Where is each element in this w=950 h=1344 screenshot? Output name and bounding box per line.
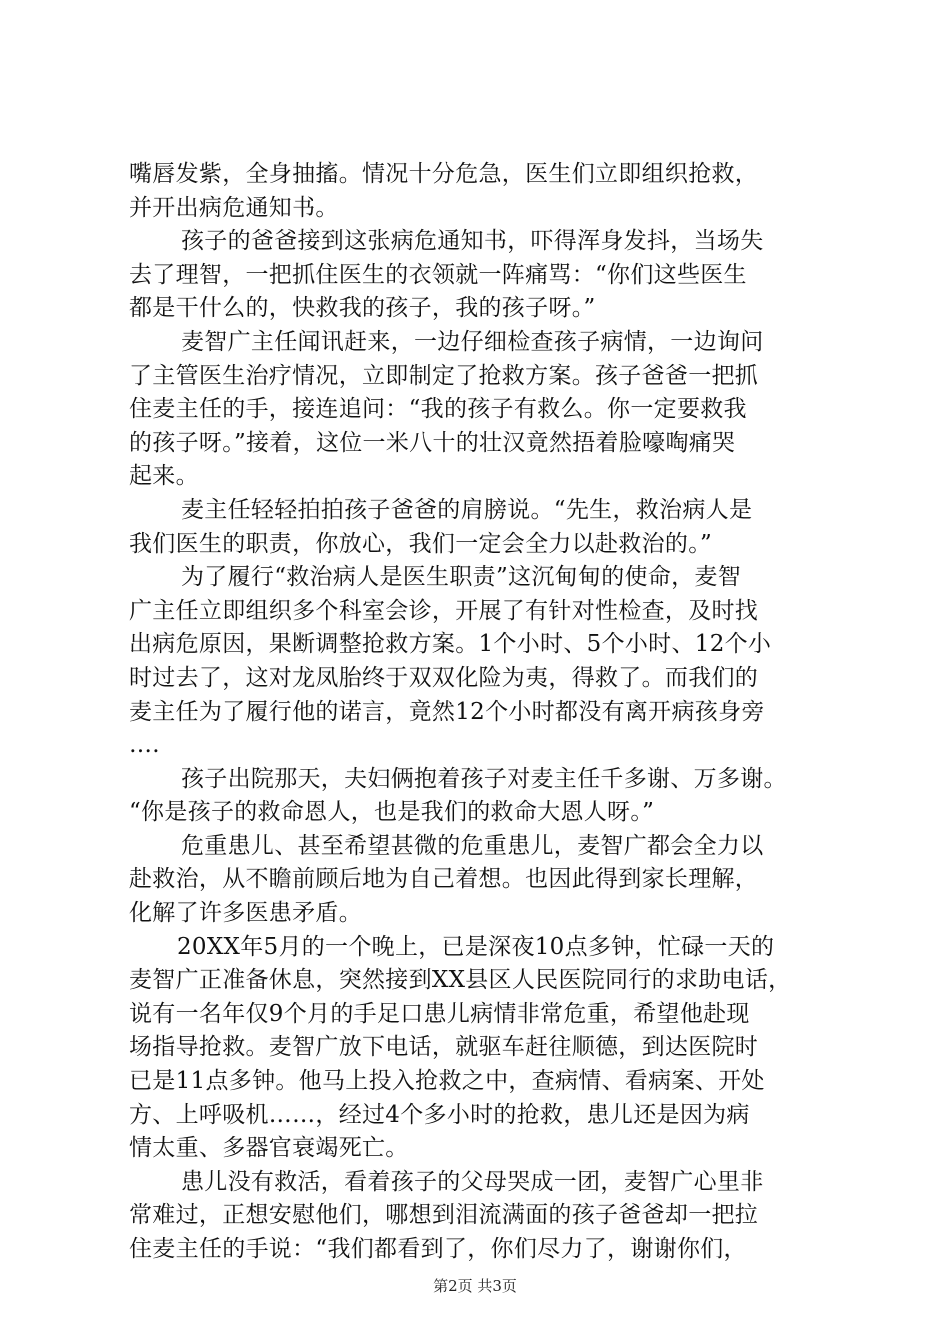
text-line: 已是11点多钟。他马上投入抢救之中，查病情、看病案、开处 [129,1068,765,1095]
text-line: 孩子的爸爸接到这张病危通知书，吓得浑身发抖，当场失 [181,228,764,255]
text-line: 住麦主任的手，接连追问：“我的孩子有救么。你一定要救我 [129,396,747,423]
text-line: 并开出病危通知书。 [129,194,339,221]
text-line: 赴救治，从不瞻前顾后地为自己着想。也因此得到家长理解， [129,866,759,893]
text-line: 化解了许多医患矛盾。 [129,900,362,927]
text-line: 了主管医生治疗情况，立即制定了抢救方案。孩子爸爸一把抓 [129,362,759,389]
text-line: 场指导抢救。麦智广放下电话，就驱车赶往顺德，到达医院时 [129,1034,759,1061]
text-line: 危重患儿、甚至希望甚微的危重患儿，麦智广都会全力以 [181,832,764,859]
text-line: 麦智广正准备休息，突然接到XX县区人民医院同行的求助电话， [129,967,792,994]
text-line: 孩子出院那天，夫妇俩抱着孩子对麦主任千多谢、万多谢。 [181,765,787,792]
text-line: 麦主任轻轻拍拍孩子爸爸的肩膀说。“先生，救治病人是 [181,496,753,523]
text-line: 时过去了，这对龙凤胎终于双双化险为夷，得救了。而我们的 [129,664,759,691]
text-line: 嘴唇发紫，全身抽搐。情况十分危急，医生们立即组织抢救， [129,161,759,187]
text-line: 20XX年5月的一个晚上，已是深夜10点多钟，忙碌一天的 [177,933,775,960]
text-line: 去了理智，一把抓住医生的衣领就一阵痛骂：“你们这些医生 [129,261,747,288]
text-line: 麦智广主任闻讯赶来，一边仔细检查孩子病情，一边询问 [181,328,764,355]
body-text [129,158,829,1267]
text-line: 为了履行“救治病人是医生职责”这沉甸甸的使命，麦智 [181,564,742,591]
text-line: 广主任立即组织多个科室会诊，开展了有针对性检查，及时找 [129,597,759,624]
text-line: 的孩子呀。”接着，这位一米八十的壮汉竟然捂着脸嚎啕痛哭 [129,429,736,456]
text-line: 都是干什么的，快救我的孩子，我的孩子呀。” [129,295,596,322]
text-line: 麦主任为了履行他的诺言，竟然12个小时都没有离开病孩身旁 [129,698,765,725]
text-line: 起来。 [129,463,199,490]
text-line: 患儿没有救活，看着孩子的父母哭成一团，麦智广心里非 [181,1168,764,1195]
text-line: 情太重、多器官衰竭死亡。 [129,1135,409,1162]
text-line: 出病危原因，果断调整抢救方案。1个小时、5个小时、12个小 [129,631,772,658]
text-line: “你是孩子的救命恩人，也是我们的救命大恩人呀。” [129,799,655,826]
text-line: …. [129,732,160,759]
text-line: 住麦主任的手说：“我们都看到了，你们尽力了，谢谢你们， [129,1236,747,1262]
text-line: 方、上呼吸机……，经过4个多小时的抢救，患儿还是因为病 [129,1101,750,1128]
text-line: 我们医生的职责，你放心，我们一定会全力以赴救治的。” [129,530,713,557]
page-number-footer: 第2页 共3页 [433,1277,517,1295]
text-line: 常难过，正想安慰他们，哪想到泪流满面的孩子爸爸却一把拉 [129,1202,759,1229]
text-line: 说有一名年仅9个月的手足口患儿病情非常危重，希望他赴现 [129,1000,750,1027]
